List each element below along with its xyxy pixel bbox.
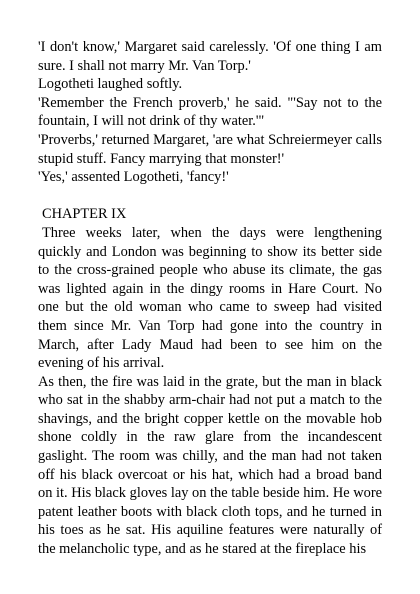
dialogue-line-2: Logotheti laughed softly. — [38, 76, 183, 93]
dialogue-line-5: 'Yes,' assented Logotheti, 'fancy!' — [38, 169, 229, 186]
chapter-heading: CHAPTER IX — [42, 206, 127, 223]
book-page — [38, 38, 382, 559]
chapter-paragraph-1: Three weeks later, when the days were lengthening quickly and London was beginning to show its better side to the cross-grained people who abuse its climate, the gas was lighted again in the dingy rooms in Hare Court. No one but the old woman who came to sweep had visited them since Mr. Van Torp had gone into the country in March, after Lady Maud had been to see him on the evening of his arrival. — [38, 224, 382, 372]
section-gap — [38, 187, 382, 206]
dialogue-line-4: 'Proverbs,' returned Margaret, 'are what Schreiermeyer calls stupid stuff. Fancy marrying that monster!' — [38, 131, 382, 167]
dialogue-line-1: 'I don't know,' Margaret said carelessly. 'Of one thing I am sure. I shall not marry Mr. Van Torp.' — [38, 39, 382, 74]
dialogue-line-3: 'Remember the French proverb,' he said. "'Say not to the fountain, I will not drink of thy water.'" — [38, 94, 382, 130]
chapter-paragraph-2: As then, the fire was laid in the grate, but the man in black who sat in the shabby arm-chair had not put a match to the shavings, and the bright copper kettle on the movable hob shone coldly in the raw glare from the incandescent gaslight. The room was chilly, and the man had not taken off his black overcoat or his hat, which had a broad band on it. His black gloves lay on the table beside him. He wore patent leather boots with black cloth tops, and he turned in his toes as he sat. His aquiline features were naturally of the melancholic type, and as he stared at the fireplace his — [38, 373, 382, 558]
